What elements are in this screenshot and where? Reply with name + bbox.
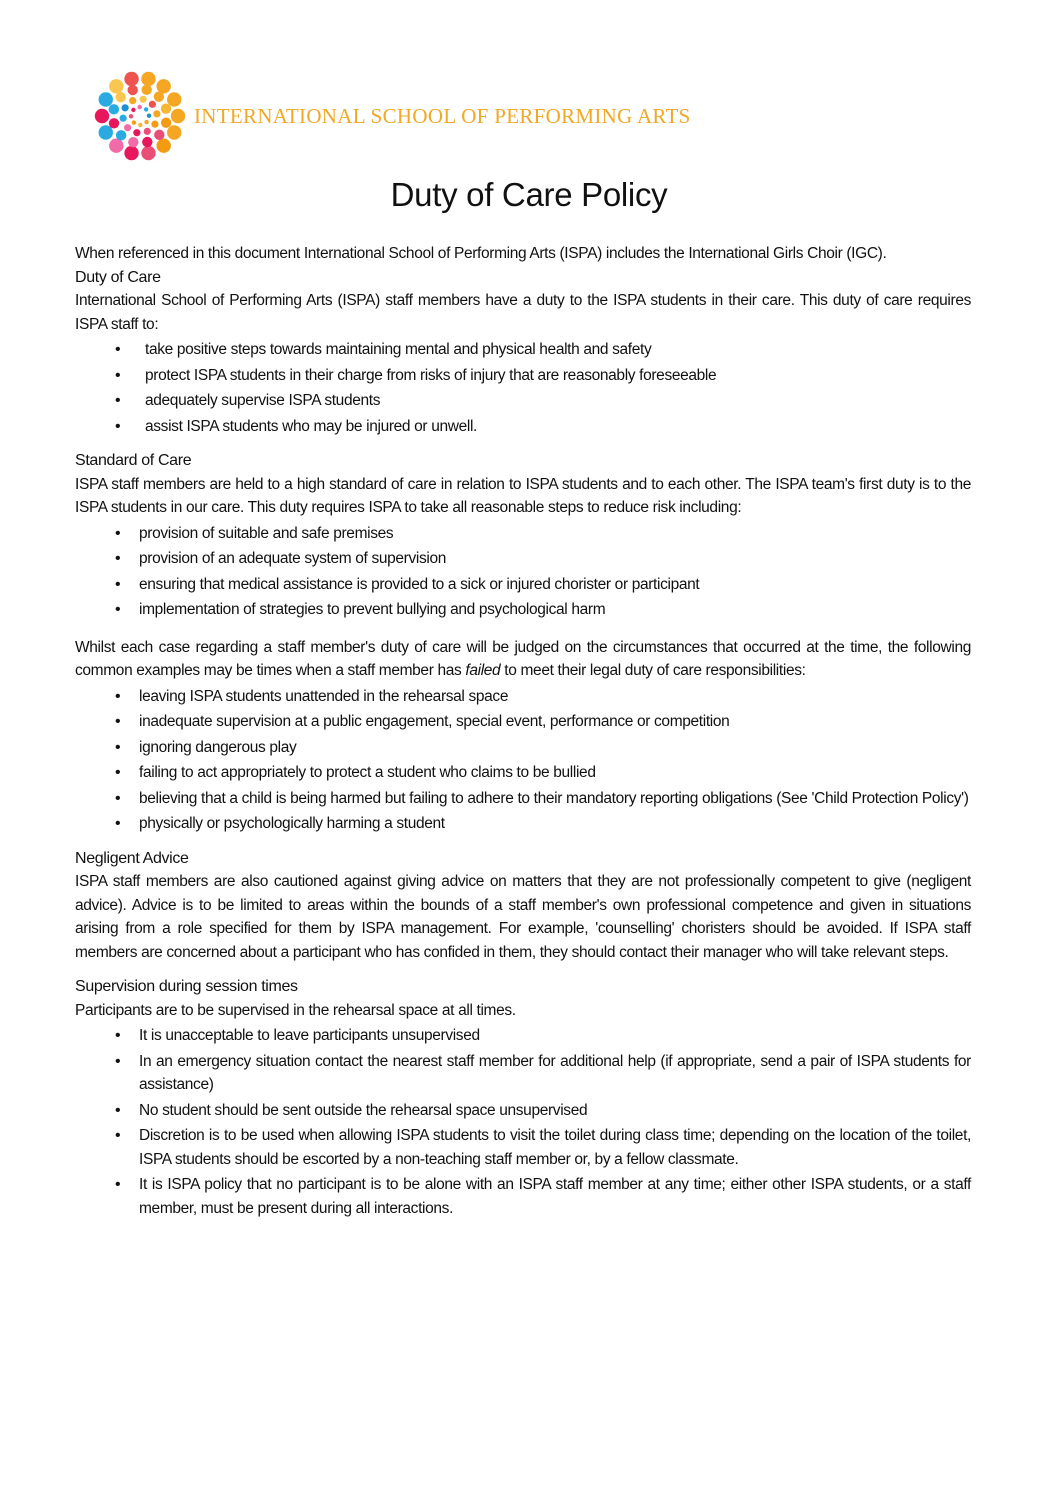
logo-dot: [115, 92, 125, 102]
logo-dot: [151, 121, 158, 128]
logo-dot: [161, 117, 171, 127]
section-paragraph: Whilst each case regarding a staff member's duty of care will be judged on the circumstances that occurred at the time, the following common examples may be times when a staff member has failed to meet their legal duty of care responsibilities:: [75, 638, 971, 679]
logo-dot: [116, 130, 126, 140]
logo-dot: [124, 72, 138, 86]
logo-dot: [144, 120, 148, 124]
intro-paragraph: When referenced in this document International School of Performing Arts (ISPA) includes the International Girls Choir (IGC).: [75, 245, 887, 262]
logo-dot: [140, 96, 147, 103]
dot-flower-logo-icon: [94, 70, 186, 162]
logo-dot: [141, 72, 155, 86]
logo-dot: [142, 137, 152, 147]
bullet-list: [75, 1024, 971, 1220]
logo-dot: [154, 130, 164, 140]
logo-dot: [129, 114, 133, 118]
logo-dot: [124, 124, 131, 131]
logo-dot: [137, 105, 141, 109]
logo-dot: [95, 109, 109, 123]
page-title: Duty of Care Policy: [390, 176, 668, 213]
section-paragraph: Participants are to be supervised in the rehearsal space at all times.: [75, 1001, 516, 1019]
logo-dot: [167, 92, 181, 106]
list-item: • implementation of strategies to prevent bullying and psychological harm: [75, 598, 971, 622]
logo-dot: [144, 107, 148, 111]
logo-dot: [99, 125, 113, 139]
section-standard-of-care: [75, 449, 971, 836]
section-heading: Negligent Advice: [75, 849, 189, 867]
list-item: • failing to act appropriately to protect a student who claims to be bullied: [75, 761, 971, 785]
list-item: • No student should be sent outside the rehearsal space unsupervised: [75, 1099, 971, 1123]
list-item: • believing that a child is being harmed but failing to adhere to their mandatory reporting obligations (See 'Child Protection Policy'): [75, 787, 971, 811]
list-item: • Discretion is to be used when allowing ISPA students to visit the toilet during class time; depending on the location of the toilet, ISPA students should be escorted by a non-teaching staff member or, by a fellow classmate.: [75, 1124, 971, 1171]
section-heading: Duty of Care: [75, 268, 161, 286]
organisation-name: INTERNATIONAL SCHOOL OF PERFORMING ARTS: [194, 104, 691, 128]
logo-dot: [161, 104, 171, 114]
letterhead: [94, 70, 794, 162]
list-item: • inadequate supervision at a public engagement, special event, performance or competition: [75, 710, 971, 734]
section-negligent-advice: [75, 847, 971, 965]
logo-dot: [153, 110, 160, 117]
logo-dot: [120, 115, 127, 122]
logo-dot: [154, 91, 164, 101]
logo-dot: [124, 146, 138, 160]
emphasis-text: failed: [465, 662, 501, 679]
logo-dot: [132, 120, 136, 124]
logo-dot: [167, 125, 181, 139]
logo-dot: [156, 139, 170, 153]
list-item: • take positive steps towards maintaining mental and physical health and safety: [75, 338, 971, 362]
logo-dot: [141, 146, 155, 160]
section-heading: Supervision during session times: [75, 978, 298, 995]
list-item: • assist ISPA students who may be injured or unwell.: [75, 415, 971, 439]
logo-dot: [121, 104, 128, 111]
logo-dot: [128, 85, 138, 95]
logo-dot: [131, 108, 135, 112]
section-duty-of-care: [75, 266, 971, 439]
section-heading: Standard of Care: [75, 452, 192, 469]
list-item: • ignoring dangerous play: [75, 736, 971, 760]
logo-dot: [109, 139, 123, 153]
list-item: • In an emergency situation contact the nearest staff member for additional help (if appropriate, send a pair of ISPA students for assistance): [75, 1050, 971, 1097]
list-item: • It is unacceptable to leave participants unsupervised: [75, 1024, 971, 1048]
list-item: • protect ISPA students in their charge from risks of injury that are reasonably foreseeable: [75, 364, 971, 388]
logo-dot: [149, 101, 156, 108]
section-paragraph: International School of Performing Arts (ISPA) staff members have a duty to the ISPA students in their care. This duty of care requires ISPA staff to:: [75, 292, 971, 333]
logo-dot: [109, 104, 119, 114]
section-paragraph: ISPA staff members are held to a high standard of care in relation to ISPA students and to each other. The ISPA team's first duty is to the ISPA students in our care. This duty requires ISPA to take all reasonable steps to reduce risk including:: [75, 475, 971, 516]
logo-dot: [141, 85, 151, 95]
list-item: • ensuring that medical assistance is provided to a sick or injured chorister or participant: [75, 573, 971, 597]
logo-dot: [147, 113, 151, 117]
section-paragraph: ISPA staff members are also cautioned against giving advice on matters that they are not professionally competent to give (negligent advice). Advice is to be limited to areas within the bounds of a staff member's own professional competence and given in situations arising from a role specified for them by ISPA management. For example, 'counselling' choristers should be avoided. If ISPA staff members are concerned about a participant who has confided in them, they should contact their manager who will take relevant steps.: [75, 873, 971, 961]
bullet-list: [75, 522, 971, 622]
list-item: • It is ISPA policy that no participant is to be alone with an ISPA staff member at any time; either other ISPA students, or a staff member, must be present during all interactions.: [75, 1173, 971, 1220]
logo-dot: [109, 79, 123, 93]
logo-dot: [171, 109, 185, 123]
logo-dot: [156, 79, 170, 93]
list-item: • provision of an adequate system of supervision: [75, 547, 971, 571]
logo-dot: [133, 129, 140, 136]
section-supervision: [75, 975, 971, 1220]
list-item: • adequately supervise ISPA students: [75, 389, 971, 413]
logo-dot: [99, 92, 113, 106]
logo-dot: [144, 128, 151, 135]
bullet-list: [75, 338, 971, 438]
list-item: • leaving ISPA students unattended in the rehearsal space: [75, 685, 971, 709]
list-item: • provision of suitable and safe premises: [75, 522, 971, 546]
logo-dot: [109, 118, 119, 128]
logo-dot: [138, 123, 142, 127]
policy-body: [75, 242, 971, 1231]
bullet-list: [75, 685, 971, 836]
list-item: • physically or psychologically harming a student: [75, 812, 971, 836]
logo-dot: [129, 97, 136, 104]
logo-dot: [128, 137, 138, 147]
